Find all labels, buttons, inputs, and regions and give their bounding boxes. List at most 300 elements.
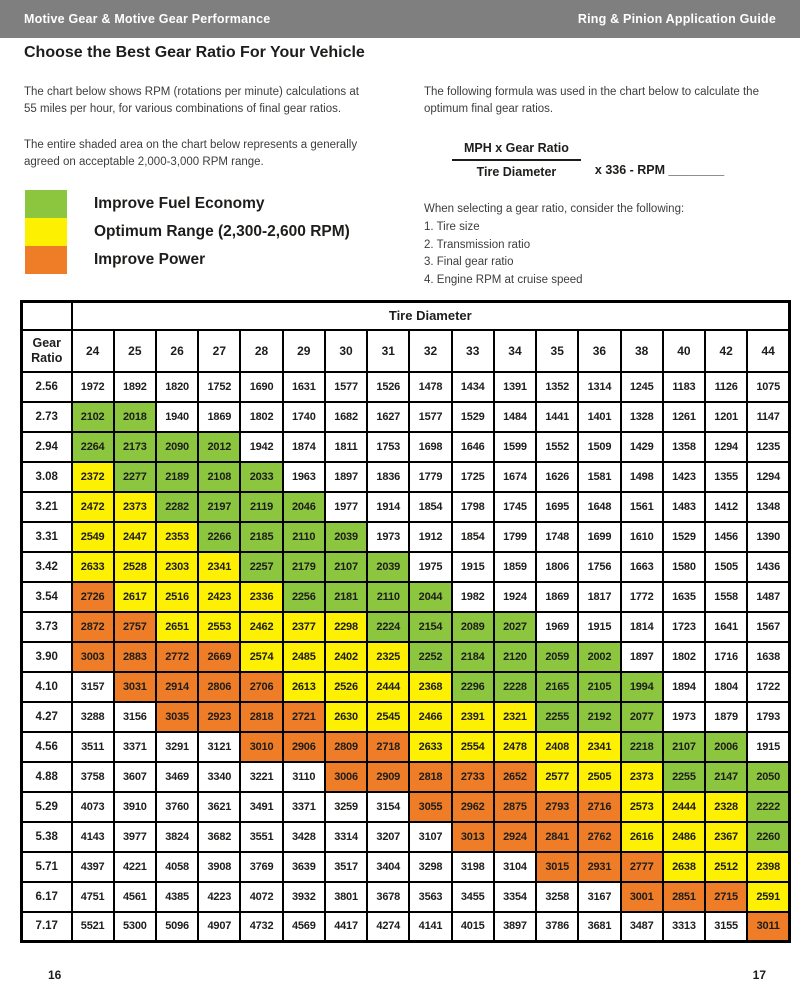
rpm-table: [20, 300, 791, 943]
rpm-cell: 1355: [705, 462, 747, 492]
rpm-cell: 3157: [72, 672, 114, 702]
legend-item-fuel-economy: [25, 190, 350, 218]
gear-ratio-cell: 3.73: [22, 612, 72, 642]
rpm-cell: 1772: [621, 582, 663, 612]
rpm-cell: 2651: [156, 612, 198, 642]
rpm-cell: 3003: [72, 642, 114, 672]
rpm-cell: 2512: [705, 852, 747, 882]
rpm-cell: 1201: [705, 402, 747, 432]
rpm-cell: 1245: [621, 372, 663, 402]
rpm-cell: 1552: [536, 432, 578, 462]
rpm-cell: 4143: [72, 822, 114, 852]
rpm-cell: 1869: [536, 582, 578, 612]
rpm-cell: 3469: [156, 762, 198, 792]
tire-column-header: 27: [198, 330, 240, 372]
rpm-cell: 1390: [747, 522, 789, 552]
gear-ratio-cell: 5.38: [22, 822, 72, 852]
legend-label: Improve Fuel Economy: [94, 195, 265, 212]
rpm-cell: 1894: [663, 672, 705, 702]
rpm-cell: 2033: [240, 462, 282, 492]
rpm-cell: 3908: [198, 852, 240, 882]
rpm-cell: 2554: [452, 732, 494, 762]
table-row: [22, 432, 790, 462]
rpm-cell: 2107: [663, 732, 705, 762]
rpm-cell: 2875: [494, 792, 536, 822]
rpm-cell: 1814: [621, 612, 663, 642]
rpm-cell: 2669: [198, 642, 240, 672]
rpm-cell: 1505: [705, 552, 747, 582]
rpm-cell: 4569: [283, 912, 325, 942]
rpm-cell: 1915: [452, 552, 494, 582]
gear-ratio-cell: 2.56: [22, 372, 72, 402]
rpm-cell: 1963: [283, 462, 325, 492]
rpm-cell: 5521: [72, 912, 114, 942]
consideration-item: 2. Transmission ratio: [424, 238, 531, 251]
table-row: [22, 522, 790, 552]
rpm-cell: 2372: [72, 462, 114, 492]
rpm-cell: 1487: [747, 582, 789, 612]
rpm-cell: 1723: [663, 612, 705, 642]
rpm-cell: 3104: [494, 852, 536, 882]
rpm-cell: 1478: [409, 372, 451, 402]
tire-column-header: 26: [156, 330, 198, 372]
rpm-cell: 1581: [578, 462, 620, 492]
rpm-cell: 3897: [494, 912, 536, 942]
rpm-cell: 3455: [452, 882, 494, 912]
rpm-cell: 2883: [114, 642, 156, 672]
rpm-cell: 1626: [536, 462, 578, 492]
rpm-cell: 1854: [452, 522, 494, 552]
rpm-cell: 2726: [72, 582, 114, 612]
rpm-cell: 2391: [452, 702, 494, 732]
formula-intro-paragraph: The following formula was used in the chart below to calculate the optimum final gear ratios.: [424, 86, 759, 116]
table-row: [22, 612, 790, 642]
rpm-cell: 2485: [283, 642, 325, 672]
rpm-cell: 2721: [283, 702, 325, 732]
rpm-cell: 2367: [705, 822, 747, 852]
rpm-cell: 2102: [72, 402, 114, 432]
rpm-cell: 2181: [325, 582, 367, 612]
rpm-cell: 3786: [536, 912, 578, 942]
rpm-cell: 2545: [367, 702, 409, 732]
consideration-item: 3. Final gear ratio: [424, 256, 514, 269]
rpm-cell: 3156: [114, 702, 156, 732]
rpm-cell: 1994: [621, 672, 663, 702]
rpm-cell: 2716: [578, 792, 620, 822]
rpm-cell: 1610: [621, 522, 663, 552]
rpm-cell: 3801: [325, 882, 367, 912]
rpm-cell: 1456: [705, 522, 747, 552]
rpm-cell: 2059: [536, 642, 578, 672]
gear-ratio-cell: 3.42: [22, 552, 72, 582]
green-swatch: [25, 190, 67, 218]
rpm-cell: 1695: [536, 492, 578, 522]
rpm-cell: 4385: [156, 882, 198, 912]
rpm-cell: 3314: [325, 822, 367, 852]
shaded-area-paragraph: The entire shaded area on the chart below represents a generally agreed on acceptable 2,000-3,000 RPM range.: [24, 139, 358, 169]
rpm-cell: 1859: [494, 552, 536, 582]
rpm-cell: 3371: [114, 732, 156, 762]
rpm-cell: 3769: [240, 852, 282, 882]
gear-ratio-cell: 5.29: [22, 792, 72, 822]
rpm-cell: 3291: [156, 732, 198, 762]
rpm-cell: 1969: [536, 612, 578, 642]
rpm-cell: 2282: [156, 492, 198, 522]
rpm-cell: 2341: [578, 732, 620, 762]
rpm-cell: 2505: [578, 762, 620, 792]
legend-item-optimum-range: [25, 218, 350, 246]
table-row: [22, 912, 790, 942]
rpm-cell: 1483: [663, 492, 705, 522]
rpm-cell: 3491: [240, 792, 282, 822]
rpm-cell: 4397: [72, 852, 114, 882]
rpm-cell: 1599: [494, 432, 536, 462]
considerations-title: When selecting a gear ratio, consider the following:: [424, 203, 685, 215]
gear-ratio-cell: 2.94: [22, 432, 72, 462]
rpm-cell: 1879: [705, 702, 747, 732]
rpm-cell: 3298: [409, 852, 451, 882]
gear-ratio-cell: 4.27: [22, 702, 72, 732]
rpm-cell: 3551: [240, 822, 282, 852]
rpm-cell: 2733: [452, 762, 494, 792]
rpm-cell: 3010: [240, 732, 282, 762]
rpm-cell: 2173: [114, 432, 156, 462]
table-row: [22, 492, 790, 522]
page-number-right: 17: [752, 968, 766, 982]
rpm-cell: 1441: [536, 402, 578, 432]
rpm-cell: 4751: [72, 882, 114, 912]
rpm-cell: 2377: [283, 612, 325, 642]
table-row: [22, 552, 790, 582]
rpm-cell: 2184: [452, 642, 494, 672]
rpm-cell: 2573: [621, 792, 663, 822]
rpm-cell: 2777: [621, 852, 663, 882]
rpm-cell: 1663: [621, 552, 663, 582]
rpm-cell: 2002: [578, 642, 620, 672]
rpm-cell: 2718: [367, 732, 409, 762]
rpm-cell: 3011: [747, 912, 789, 942]
rpm-cell: 1745: [494, 492, 536, 522]
rpm-cell: 1940: [156, 402, 198, 432]
gear-ratio-cell: 3.90: [22, 642, 72, 672]
tire-column-header: 24: [72, 330, 114, 372]
rpm-cell: 1529: [452, 402, 494, 432]
tire-column-header: 30: [325, 330, 367, 372]
tire-column-header: 34: [494, 330, 536, 372]
rpm-cell: 1977: [325, 492, 367, 522]
rpm-cell: 3371: [283, 792, 325, 822]
rpm-cell: 2255: [536, 702, 578, 732]
rpm-cell: 1854: [409, 492, 451, 522]
rpm-cell: 2228: [494, 672, 536, 702]
gear-ratio-formula: [452, 141, 724, 179]
formula-numerator: MPH x Gear Ratio: [452, 141, 581, 161]
rpm-cell: 2447: [114, 522, 156, 552]
rpm-cell: 1753: [367, 432, 409, 462]
rpm-cell: 2806: [198, 672, 240, 702]
rpm-cell: 2962: [452, 792, 494, 822]
table-row: [22, 852, 790, 882]
rpm-cell: 2264: [72, 432, 114, 462]
rpm-cell: 1804: [705, 672, 747, 702]
rpm-cell: 1779: [409, 462, 451, 492]
rpm-cell: 2222: [747, 792, 789, 822]
rpm-cell: 2549: [72, 522, 114, 552]
rpm-cell: 2044: [409, 582, 451, 612]
gear-ratio-cell: 7.17: [22, 912, 72, 942]
rpm-cell: 1294: [705, 432, 747, 462]
rpm-cell: 2914: [156, 672, 198, 702]
rpm-cell: 2255: [663, 762, 705, 792]
rpm-cell: 1509: [578, 432, 620, 462]
rpm-cell: 2616: [621, 822, 663, 852]
rpm-cell: 3760: [156, 792, 198, 822]
rpm-cell: 1075: [747, 372, 789, 402]
rpm-cell: 3682: [198, 822, 240, 852]
rpm-cell: 1682: [325, 402, 367, 432]
tire-diameter-header: Tire Diameter: [72, 302, 790, 330]
gear-ratio-cell: 3.31: [22, 522, 72, 552]
rpm-cell: 4058: [156, 852, 198, 882]
formula-suffix: x 336 - RPM ________: [594, 163, 725, 177]
rpm-cell: 2851: [663, 882, 705, 912]
table-row: [22, 672, 790, 702]
rpm-cell: 5096: [156, 912, 198, 942]
table-row: [22, 582, 790, 612]
rpm-cell: 2192: [578, 702, 620, 732]
gear-ratio-cell: 4.10: [22, 672, 72, 702]
rpm-cell: 4732: [240, 912, 282, 942]
rpm-cell: 1912: [409, 522, 451, 552]
rpm-cell: 3340: [198, 762, 240, 792]
rpm-cell: 1526: [367, 372, 409, 402]
rpm-cell: 1631: [283, 372, 325, 402]
rpm-cell: 2772: [156, 642, 198, 672]
rpm-cell: 1798: [452, 492, 494, 522]
chart-description-paragraph: The chart below shows RPM (rotations per minute) calculations at 55 miles per hour, for various combinations of final gear ratios.: [24, 86, 359, 116]
rpm-cell: 1646: [452, 432, 494, 462]
rpm-cell: 2277: [114, 462, 156, 492]
rpm-cell: 3110: [283, 762, 325, 792]
rpm-cell: 4561: [114, 882, 156, 912]
rpm-cell: 2050: [747, 762, 789, 792]
formula-fraction: [452, 141, 581, 179]
rpm-cell: 3207: [367, 822, 409, 852]
rpm-cell: 2154: [409, 612, 451, 642]
rpm-cell: 1648: [578, 492, 620, 522]
rpm-cell: 1973: [367, 522, 409, 552]
rpm-cell: 2336: [240, 582, 282, 612]
rpm-cell: 3563: [409, 882, 451, 912]
gear-ratio-cell: 2.73: [22, 402, 72, 432]
rpm-cell: 4223: [198, 882, 240, 912]
rpm-cell: 3035: [156, 702, 198, 732]
rpm-cell: 3977: [114, 822, 156, 852]
rpm-cell: 2613: [283, 672, 325, 702]
rpm-cell: 2630: [325, 702, 367, 732]
rpm-cell: 3221: [240, 762, 282, 792]
rpm-cell: 1874: [283, 432, 325, 462]
rpm-cell: 1869: [198, 402, 240, 432]
tire-column-header: 44: [747, 330, 789, 372]
legend-item-improve-power: [25, 246, 350, 274]
rpm-cell: 2526: [325, 672, 367, 702]
table-row: [22, 822, 790, 852]
gear-ratio-cell: 5.71: [22, 852, 72, 882]
rpm-cell: 1973: [663, 702, 705, 732]
rpm-cell: 3758: [72, 762, 114, 792]
rpm-cell: 1972: [72, 372, 114, 402]
rpm-cell: 3681: [578, 912, 620, 942]
tire-column-header: 42: [705, 330, 747, 372]
rpm-cell: 3121: [198, 732, 240, 762]
rpm-cell: 1915: [578, 612, 620, 642]
rpm-cell: 2353: [156, 522, 198, 552]
rpm-cell: 2108: [198, 462, 240, 492]
rpm-cell: 1627: [367, 402, 409, 432]
rpm-cell: 1725: [452, 462, 494, 492]
rpm-cell: 2924: [494, 822, 536, 852]
rpm-cell: 3006: [325, 762, 367, 792]
rpm-cell: 3258: [536, 882, 578, 912]
rpm-cell: 2402: [325, 642, 367, 672]
rpm-cell: 1147: [747, 402, 789, 432]
tire-column-header: 28: [240, 330, 282, 372]
table-row: [22, 462, 790, 492]
table-header-row: [22, 302, 790, 330]
rpm-cell: 1698: [409, 432, 451, 462]
gear-ratio-cell: 4.56: [22, 732, 72, 762]
rpm-cell: 2617: [114, 582, 156, 612]
rpm-cell: 2577: [536, 762, 578, 792]
rpm-cell: 2923: [198, 702, 240, 732]
rpm-cell: 2444: [663, 792, 705, 822]
rpm-cell: 1567: [747, 612, 789, 642]
rpm-cell: 3015: [536, 852, 578, 882]
table-row: [22, 402, 790, 432]
rpm-cell: 2368: [409, 672, 451, 702]
rpm-cell: 4073: [72, 792, 114, 822]
rpm-cell: 2841: [536, 822, 578, 852]
rpm-cell: 1716: [705, 642, 747, 672]
formula-denominator: Tire Diameter: [476, 165, 557, 179]
rpm-cell: 2039: [325, 522, 367, 552]
rpm-cell: 4015: [452, 912, 494, 942]
rpm-cell: 1802: [663, 642, 705, 672]
rpm-cell: 2105: [578, 672, 620, 702]
corner-cell: [22, 302, 72, 330]
rpm-cell: 3001: [621, 882, 663, 912]
gear-ratio-cell: 3.54: [22, 582, 72, 612]
header-right-title: Ring & Pinion Application Guide: [577, 12, 776, 26]
rpm-cell: 2257: [240, 552, 282, 582]
rpm-cell: 1412: [705, 492, 747, 522]
rpm-cell: 2090: [156, 432, 198, 462]
rpm-cell: 2793: [536, 792, 578, 822]
rpm-cell: 1641: [705, 612, 747, 642]
rpm-cell: 2179: [283, 552, 325, 582]
rpm-cell: 2325: [367, 642, 409, 672]
rpm-cell: 1577: [325, 372, 367, 402]
rpm-cell: 2218: [621, 732, 663, 762]
rpm-cell: 2423: [198, 582, 240, 612]
rpm-cell: 2077: [621, 702, 663, 732]
rpm-cell: 2298: [325, 612, 367, 642]
rpm-cell: 3824: [156, 822, 198, 852]
gear-ratio-cell: 3.21: [22, 492, 72, 522]
table-row: [22, 792, 790, 822]
rpm-cell: 1820: [156, 372, 198, 402]
rpm-cell: 1401: [578, 402, 620, 432]
rpm-cell: 2931: [578, 852, 620, 882]
table-row: [22, 732, 790, 762]
rpm-cell: 2478: [494, 732, 536, 762]
rpm-cell: 1348: [747, 492, 789, 522]
rpm-cell: 2296: [452, 672, 494, 702]
rpm-cell: 1314: [578, 372, 620, 402]
rpm-cell: 2197: [198, 492, 240, 522]
rpm-cell: 1748: [536, 522, 578, 552]
rpm-cell: 2818: [409, 762, 451, 792]
color-legend: [25, 190, 350, 274]
rpm-cell: 1498: [621, 462, 663, 492]
yellow-swatch: [25, 218, 67, 246]
gear-ratio-cell: 6.17: [22, 882, 72, 912]
tire-column-header: 40: [663, 330, 705, 372]
rpm-cell: 2018: [114, 402, 156, 432]
rpm-cell: 2185: [240, 522, 282, 552]
table-row: [22, 762, 790, 792]
rpm-cell: 2466: [409, 702, 451, 732]
rpm-cell: 1352: [536, 372, 578, 402]
rpm-cell: 1811: [325, 432, 367, 462]
table-row: [22, 702, 790, 732]
rpm-cell: 3107: [409, 822, 451, 852]
rpm-cell: 2260: [747, 822, 789, 852]
rpm-cell: 2872: [72, 612, 114, 642]
rpm-cell: 1806: [536, 552, 578, 582]
rpm-cell: 1802: [240, 402, 282, 432]
rpm-cell: 2321: [494, 702, 536, 732]
rpm-cell: 4274: [367, 912, 409, 942]
rpm-cell: 2706: [240, 672, 282, 702]
rpm-cell: 1740: [283, 402, 325, 432]
rpm-cell: 1391: [494, 372, 536, 402]
rpm-cell: 3055: [409, 792, 451, 822]
rpm-cell: 2757: [114, 612, 156, 642]
rpm-cell: 3354: [494, 882, 536, 912]
rpm-cell: 3013: [452, 822, 494, 852]
legend-label: Optimum Range (2,300-2,600 RPM): [94, 223, 350, 240]
rpm-cell: 3288: [72, 702, 114, 732]
table-row: [22, 882, 790, 912]
tire-column-header: 38: [621, 330, 663, 372]
rpm-cell: 2341: [198, 552, 240, 582]
rpm-cell: 1561: [621, 492, 663, 522]
rpm-cell: 2818: [240, 702, 282, 732]
rpm-cell: 2486: [663, 822, 705, 852]
rpm-cell: 2574: [240, 642, 282, 672]
rpm-cell: 1529: [663, 522, 705, 552]
rpm-cell: 2189: [156, 462, 198, 492]
rpm-cell: 3259: [325, 792, 367, 822]
rpm-cell: 2373: [621, 762, 663, 792]
rpm-cell: 1975: [409, 552, 451, 582]
rpm-cell: 3155: [705, 912, 747, 942]
table-row: [22, 372, 790, 402]
orange-swatch: [25, 246, 67, 274]
rpm-cell: 2046: [283, 492, 325, 522]
